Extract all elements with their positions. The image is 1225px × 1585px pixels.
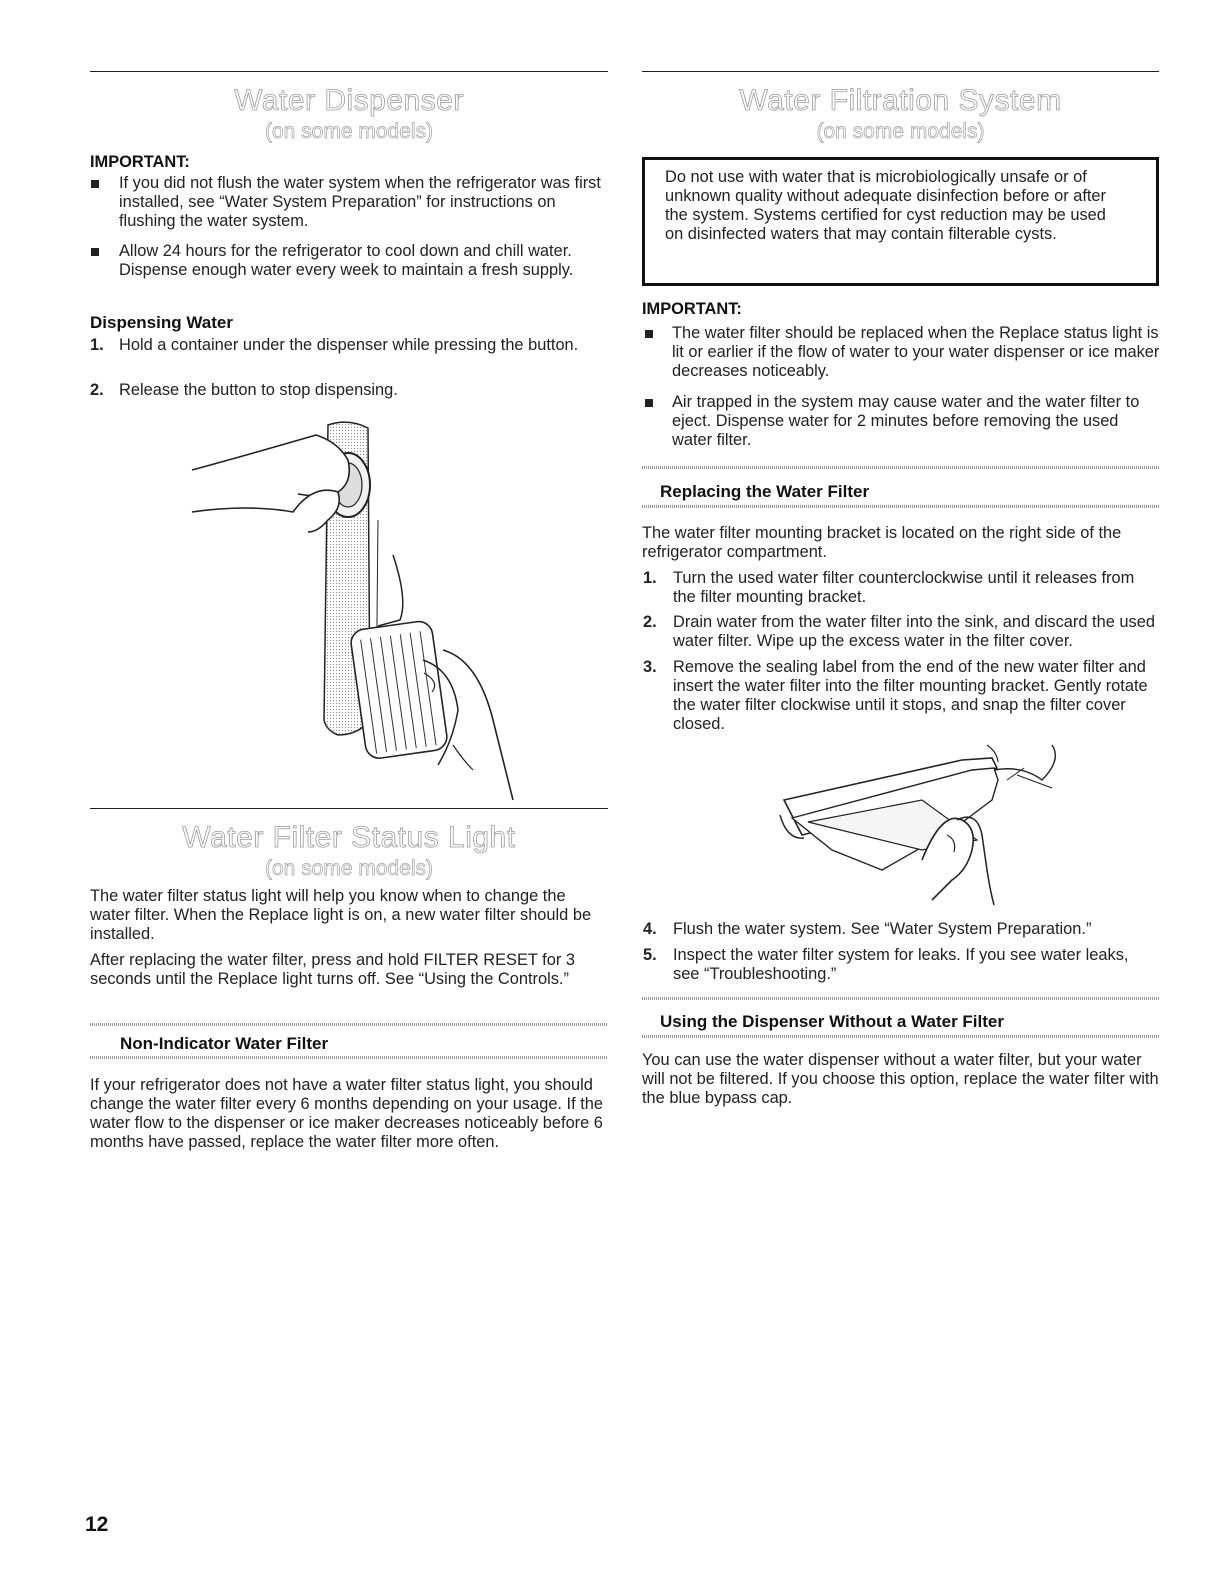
divider [642,466,1159,469]
divider [642,997,1159,1000]
divider [642,1035,1159,1038]
bullet-text: Allow 24 hours for the refrigerator to cool down and chill water. Dispense enough water every week to maintain a fresh supply. [119,242,574,279]
paragraph: After replacing the water filter, press and hold FILTER RESET for 3 seconds until the Replace light turns off. See “Using the Controls.” [90,951,575,988]
section-title: Water Filter Status Light [182,821,516,854]
step-text: Remove the sealing label from the end of the new water filter and insert the water filter into the filter mounting bracket. Gently rotate the water filter clockwise until it stops, and snap the filter cover closed. [673,658,1148,733]
warning-box [642,157,1159,286]
step-number: 5. [643,946,657,964]
dispenser-illustration [188,420,518,810]
section-rule [90,71,608,72]
step-text: Drain water from the water filter into the sink, and discard the used water filter. Wipe up the excess water in the filter cover. [673,613,1155,650]
step-number: 1. [643,569,657,587]
step-text: Turn the used water filter counterclockwise until it releases from the filter mounting bracket. [673,569,1135,606]
step-text: Release the button to stop dispensing. [119,381,398,399]
step-text: Hold a container under the dispenser while pressing the button. [119,336,579,354]
section-rule [642,71,1159,72]
section-subtitle: (on some models) [264,120,434,143]
important-label: IMPORTANT: [642,300,742,318]
step-text: Flush the water system. See “Water System Preparation.” [673,920,1092,938]
divider [642,505,1159,508]
section-subtitle: (on some models) [816,120,985,143]
step-number: 1. [90,336,104,354]
subheading: Non-Indicator Water Filter [120,1034,329,1053]
step-text: Inspect the water filter system for leaks. If you see water leaks, see “Troubleshooting.” [673,946,1129,983]
page-number: 12 [85,1513,109,1536]
subheading: Dispensing Water [90,313,233,332]
divider [90,1056,608,1059]
filter-illustration [762,740,1082,915]
subheading: Using the Dispenser Without a Water Filter [660,1012,1004,1031]
divider [90,1023,608,1026]
bullet-marker [91,248,99,256]
bullet-text: The water filter should be replaced when the Replace status light is lit or earlier if the flow of water to your water dispenser or ice maker decreases noticeably. [672,324,1160,380]
section-title: Water Filtration System [739,84,1062,117]
step-number: 2. [90,381,104,399]
bullet-text: Air trapped in the system may cause water and the water filter to eject. Dispense water for 2 minutes before removing the used water filter. [672,393,1140,449]
bullet-marker [645,399,653,407]
step-number: 3. [643,658,657,676]
warning-text: Do not use with water that is microbiologically unsafe or of unknown quality without adequate disinfection before or after the system. Systems certified for cyst reduction may be used on disinfected waters that may contain filterable cysts. [665,168,1107,243]
step-number: 4. [643,920,657,938]
right-column [642,0,1159,1200]
paragraph: The water filter mounting bracket is located on the right side of the refrigerator compartment. [642,524,1122,561]
paragraph: The water filter status light will help you know when to change the water filter. When the Replace light is on, a new water filter should be installed. [90,887,592,943]
important-label: IMPORTANT: [90,153,190,171]
paragraph: You can use the water dispenser without a water filter, but your water will not be filtered. If you choose this option, replace the water filter with the blue bypass cap. [642,1051,1159,1107]
section-subtitle: (on some models) [264,857,434,880]
step-number: 2. [643,613,657,631]
left-column [90,0,608,1200]
bullet-marker [91,180,99,188]
paragraph: If your refrigerator does not have a water filter status light, you should change the water filter every 6 months depending on your usage. If the water flow to the dispenser or ice maker decreases noticeably before 6 months have passed, replace the water filter more often. [90,1076,603,1151]
bullet-marker [645,330,653,338]
subheading: Replacing the Water Filter [660,482,870,501]
section-rule [90,808,608,809]
section-title: Water Dispenser [234,84,464,117]
bullet-text: If you did not flush the water system when the refrigerator was first installed, see “Water System Preparation” for instructions on flushing the water system. [119,174,601,230]
